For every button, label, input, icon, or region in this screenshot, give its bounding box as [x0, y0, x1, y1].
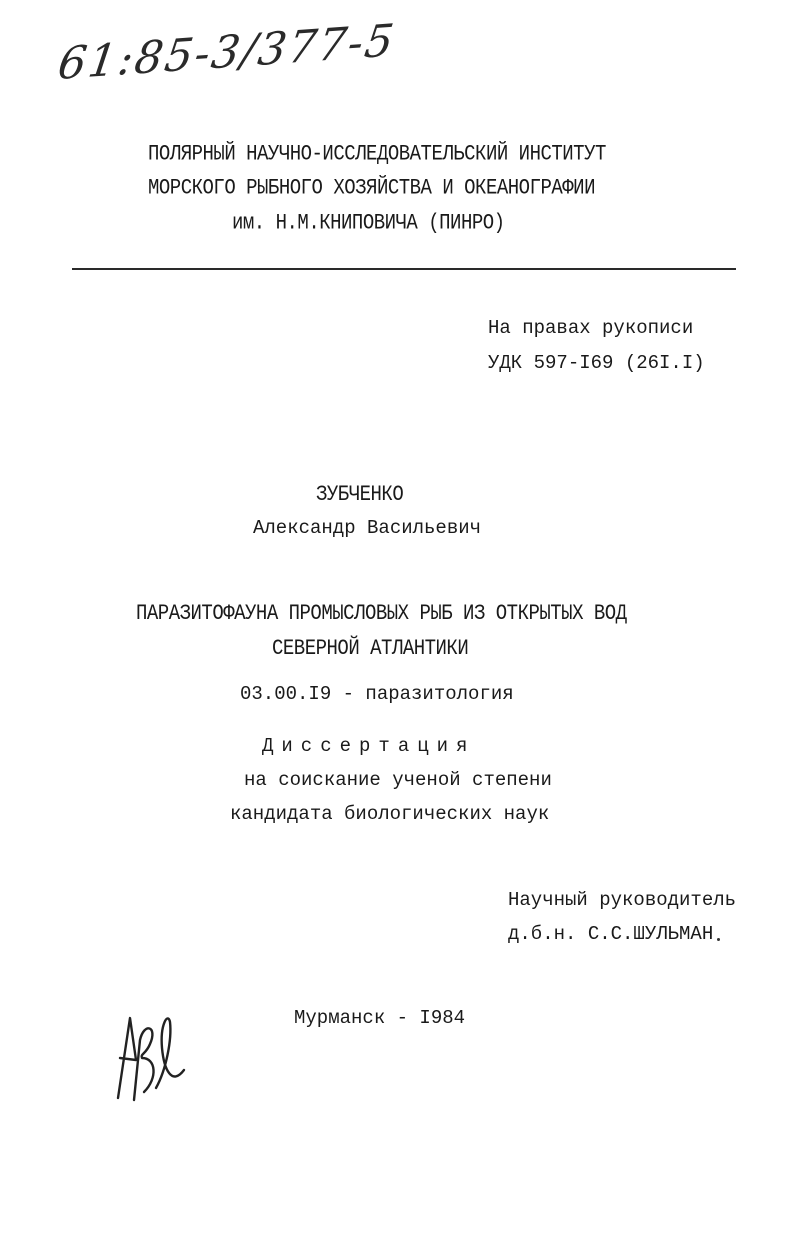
author-given-name: Александр Васильевич	[253, 517, 482, 539]
supervisor-label: Научный руководитель	[508, 889, 737, 911]
header-divider	[72, 268, 736, 270]
rights-line: На правах рукописи	[488, 317, 694, 339]
udc-code: УДК 597-I69 (26I.I)	[488, 352, 705, 374]
supervisor-name: д.б.н. С.С.ШУЛЬМАН	[508, 923, 714, 945]
specialty-code: 03.00.I9 - паразитология	[240, 683, 514, 705]
city-year: Мурманск - I984	[294, 1007, 466, 1029]
institute-line-2: МОРСКОГО РЫБНОГО ХОЗЯЙСТВА И ОКЕАНОГРАФИИ	[148, 175, 595, 201]
degree-line-1: на соискание ученой степени	[244, 769, 552, 791]
thesis-title-line-1: ПАРАЗИТОФАУНА ПРОМЫСЛОВЫХ РЫБ ИЗ ОТКРЫТЫХ ВОД	[136, 600, 627, 626]
institute-line-3: им. Н.М.КНИПОВИЧА (ПИНРО)	[232, 210, 505, 236]
catalog-mark: 61:85-3/377-5	[54, 14, 399, 91]
handwritten-signature	[100, 1000, 190, 1110]
stray-dot	[717, 938, 720, 941]
author-surname: ЗУБЧЕНКО	[316, 481, 404, 507]
dissertation-heading: Диссертация	[262, 735, 476, 757]
thesis-title-line-2: СЕВЕРНОЙ АТЛАНТИКИ	[272, 635, 469, 661]
degree-line-2: кандидата биологических наук	[230, 803, 550, 825]
institute-line-1: ПОЛЯРНЫЙ НАУЧНО-ИССЛЕДОВАТЕЛЬСКИЙ ИНСТИТУТ	[148, 141, 606, 167]
